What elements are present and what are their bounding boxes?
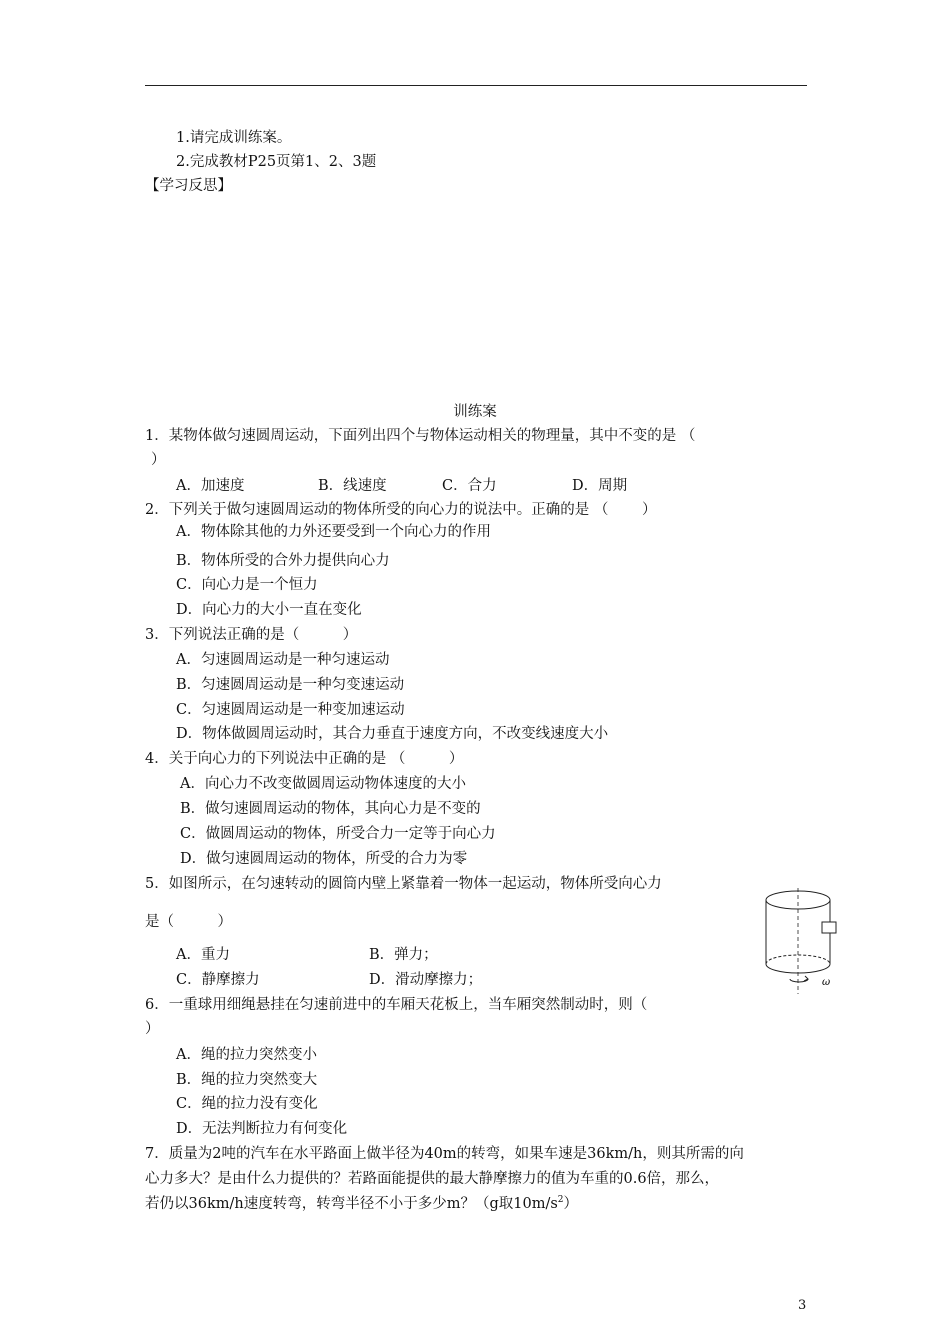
q7-line-3 <box>145 1194 578 1214</box>
q1-option-c: C．合力 <box>442 478 497 494</box>
page-number: 3 <box>798 1298 807 1313</box>
q7-line-3-text: 若仍以36km/h速度转弯，转弯半径不小于多少m？（g取10m/s <box>145 1196 558 1212</box>
q1-stem-cont: ） <box>151 452 166 468</box>
q6-option-b: B．绳的拉力突然变大 <box>176 1072 318 1088</box>
q7-superscript: 2 <box>557 1195 564 1206</box>
q7-line-1: 7．质量为2吨的汽车在水平路面上做半径为40m的转弯，如果车速是36km/h，则其所需的向 <box>145 1146 744 1162</box>
section-title: 训练案 <box>453 404 497 420</box>
q6-option-d: D．无法判断拉力有何变化 <box>176 1121 348 1137</box>
q2-option-a: A．物体除其他的力外还要受到一个向心力的作用 <box>176 524 491 540</box>
q5-option-b: B．弹力； <box>369 947 438 963</box>
rotating-cylinder-figure <box>760 886 850 996</box>
q5-option-c: C．静摩擦力 <box>176 972 260 988</box>
q3-option-a: A．匀速圆周运动是一种匀速运动 <box>176 652 390 668</box>
q4-option-c: C．做圆周运动的物体，所受合力一定等于向心力 <box>180 826 496 842</box>
q3-option-c: C．匀速圆周运动是一种变加速运动 <box>176 702 405 718</box>
reflection-heading: 【学习反思】 <box>145 178 232 194</box>
q6-stem: 6．一重球用细绳悬挂在匀速前进中的车厢天花板上，当车厢突然制动时，则（ <box>145 997 648 1013</box>
q6-option-c: C．绳的拉力没有变化 <box>176 1096 318 1112</box>
q4-stem: 4．关于向心力的下列说法中正确的是 （ ） <box>145 751 464 767</box>
q6-stem-cont: ） <box>145 1021 160 1037</box>
task-2: 2.完成教材P25页第1、2、3题 <box>176 154 377 170</box>
q1-option-a: A．加速度 <box>176 478 245 494</box>
q4-option-d: D．做匀速圆周运动的物体，所受的合力为零 <box>180 851 468 867</box>
q4-option-b: B．做匀速圆周运动的物体，其向心力是不变的 <box>180 801 481 817</box>
q2-option-b: B．物体所受的合外力提供向心力 <box>176 553 390 569</box>
q7-line-3-end: ） <box>563 1196 579 1212</box>
q3-option-d: D．物体做圆周运动时，其合力垂直于速度方向，不改变线速度大小 <box>176 726 609 742</box>
omega-label: ω <box>822 977 831 988</box>
header-rule <box>145 85 807 86</box>
q5-stem: 5．如图所示，在匀速转动的圆筒内壁上紧靠着一物体一起运动，物体所受向心力 <box>145 876 662 892</box>
q1-option-b: B．线速度 <box>318 478 387 494</box>
q5-stem-cont: 是（ ） <box>145 914 232 930</box>
q1-stem: 1．某物体做匀速圆周运动，下面列出四个与物体运动相关的物理量，其中不变的是 （ <box>145 428 696 444</box>
q3-option-b: B．匀速圆周运动是一种匀变速运动 <box>176 677 405 693</box>
q2-stem: 2．下列关于做匀速圆周运动的物体所受的向心力的说法中。正确的是 （ ） <box>145 502 657 518</box>
q4-option-a: A．向心力不改变做圆周运动物体速度的大小 <box>180 776 466 792</box>
q5-option-a: A．重力 <box>176 947 230 963</box>
q2-option-d: D．向心力的大小一直在变化 <box>176 602 362 618</box>
q6-option-a: A．绳的拉力突然变小 <box>176 1047 317 1063</box>
q1-option-d: D．周期 <box>572 478 628 494</box>
q3-stem: 3．下列说法正确的是（ ） <box>145 627 358 643</box>
q5-option-d: D．滑动摩擦力； <box>369 972 483 988</box>
task-1: 1.请完成训练案。 <box>176 130 292 146</box>
q2-option-c: C．向心力是一个恒力 <box>176 577 318 593</box>
q7-line-2: 心力多大？是由什么力提供的？若路面能提供的最大静摩擦力的值为车重的0.6倍，那么， <box>145 1171 720 1187</box>
